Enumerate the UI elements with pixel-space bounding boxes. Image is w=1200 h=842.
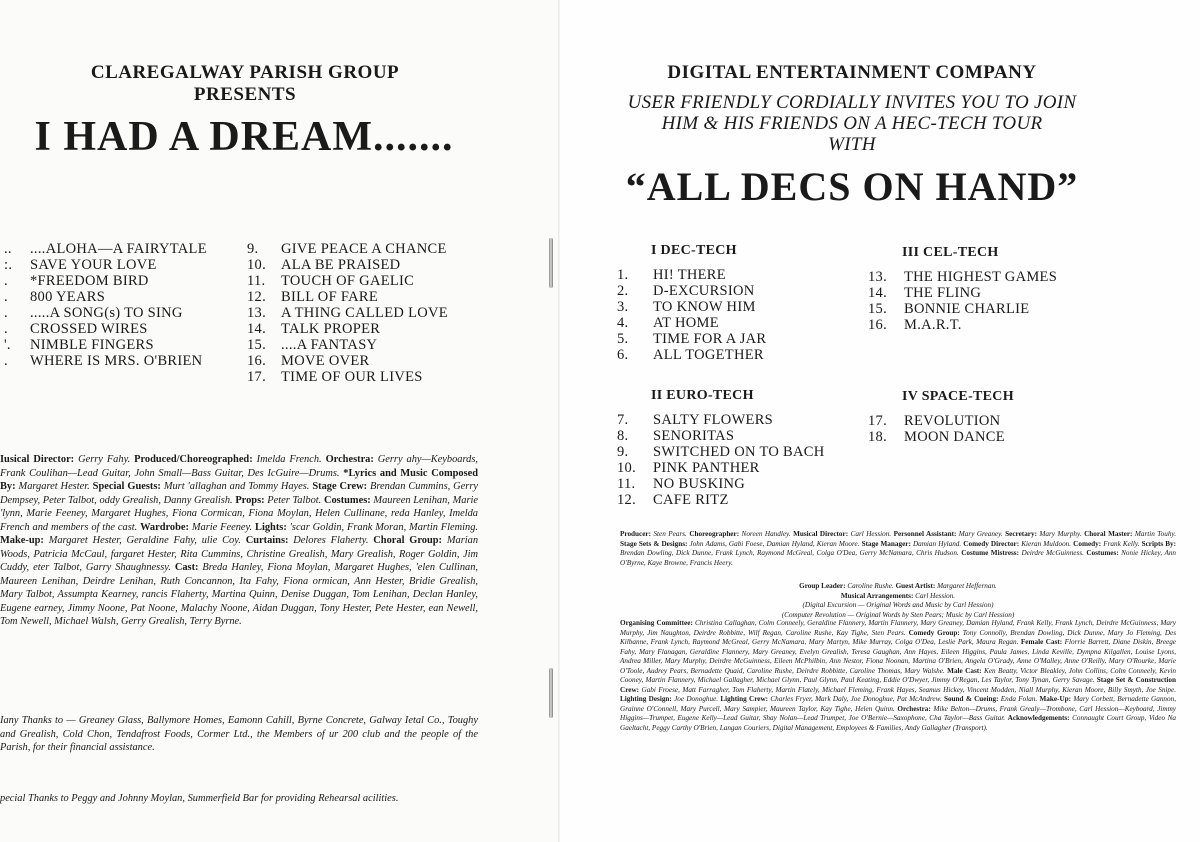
item-number: 12. [617,492,637,508]
left-header-line1: CLAREGALWAY PARISH GROUP [90,62,400,83]
credit-label: Personnel Assistant: [893,530,957,538]
list-item [4,257,207,273]
credit-label: Orchestra: [325,454,374,465]
item-number: 10. [617,460,637,476]
credit-label: *Lyrics and Music Composed By: [0,467,479,492]
item-title: BILL OF FARE [281,289,379,305]
list-item [868,413,1005,429]
left-song-list-col1 [4,241,207,369]
credit-text: Kieran Muldoon. [1019,539,1074,548]
item-title: BONNIE CHARLIE [904,301,1030,317]
item-title: THE HIGHEST GAMES [904,269,1058,285]
right-fine-print [620,619,1176,733]
item-number: 13. [868,269,888,285]
list-item [247,289,448,305]
credit-text: Florrie Barrett, Diane Diskin, Breege Fahy, Mary Flanagan, Geraldine Flannery, Mary Greaney, Evelyn Grealish, Teresa Gaughan, Ann Hayes, Eileen Higgins, Paula James, Linda Keville, Dympna Kilgallen, Louise Lyons, Andrea Miller, Mary Murphy, Deirdre McGuinness, Eileen McPhilbin, Ann Nestor, Fiona Noonan, Martina O'Brien, Angela O'Grady, Anne O'Malley, Anne O'Reilly, Mary O'Rourke, Marie O'Toole, Audrey Pears, Bernadette Quaid, Caroline Rushe, Deirdre Robbitte, Caroline Thomas, Mary Walshe. [620,638,1176,675]
section-heading-1: I DEC-TECH [651,243,737,258]
credit-text: Deirdre McGuinness. [1019,549,1087,557]
credit-label: Female Cast: [1020,638,1063,646]
item-title: THE FLING [904,285,982,301]
list-item [617,412,825,428]
credit-text: Margaret Hester, Geraldine Fahy, ulie Coy. [43,535,246,546]
staple-top [549,238,553,288]
item-number: 15. [868,301,888,317]
credit-label: Curtains: [245,535,289,546]
item-title: *FREEDOM BIRD [30,273,149,289]
item-number: 18. [868,429,888,445]
item-number: 7. [617,412,629,428]
list-item [617,476,825,492]
section-4-list [868,413,1005,445]
item-number: 17. [247,369,267,385]
left-show-title: I HAD A DREAM....... [34,114,454,160]
item-number: . [4,289,8,305]
credit-text: Connaught Court Group, Video Na Gaeltacht, Peggy Carthy O'Brien, Langan Couriers, Digital Management, Employees & Families, Andy Gallagher (Transport). [620,714,1176,732]
left-credits [0,453,478,629]
credit-label: Sound & Cueing: [943,695,999,703]
list-item [247,321,448,337]
credit-label: Make-up: [0,535,44,546]
list-item [868,301,1057,317]
list-item [617,460,825,476]
item-title: CROSSED WIRES [30,321,148,337]
credit-text: Tony Connolly, Brendan Dowling, Dick Dunne, Mary Jo Fleming, Des Kilbanne, Frank Lynch, Raymond McGreal, Gerry McNamara, Mary Martyn, Mike Murray, Colga O'Dea, Leslie Park, Maura Regan. [620,628,1177,646]
credit-text: Enda Folan. [998,695,1040,703]
credit-label: Choreographer: [689,530,740,538]
credit-label: Wardrobe: [140,521,189,533]
left-header-line2: PRESENTS [193,84,297,105]
credit-text: Charles Fryer, Mark Daly, Joe Donoghue, Pat McAndrew. [768,695,944,703]
credit-label: Iusical Director: [0,454,75,465]
item-number: 12. [247,289,267,305]
item-title: ....ALOHA—A FAIRYTALE [30,241,207,257]
credit-text: Peter Talbot. [264,494,324,506]
credit-label: Scripts By: [1141,539,1177,548]
section-2-list [617,412,825,508]
item-title: SAVE YOUR LOVE [30,257,157,273]
credit-label: Comedy: [1073,539,1102,548]
credit-label: Stage Manager: [861,539,911,548]
credit-text: Delores Flaherty. [288,535,374,546]
item-title: SALTY FLOWERS [653,412,774,428]
company-name: DIGITAL ENTERTAINMENT COMPANY [667,62,1037,83]
musical-arr: Carl Hession. [913,591,956,600]
right-arrangements [620,582,1176,620]
item-number: 16. [247,353,267,369]
item-number: 13. [247,305,267,321]
item-number: 17. [868,413,888,429]
credit-label: Producer: [620,530,652,538]
list-item [868,269,1057,285]
item-title: PINK PANTHER [653,460,760,476]
item-title: TO KNOW HIM [653,299,756,315]
item-number: 9. [617,444,629,460]
section-1-list [617,267,766,363]
credit-text: Maureen Lenihan, Marie 'lynn, Marie Feeney, Margaret Hughes, Fiona Cormican, Fiona Moylan, Helen Cullinane, reda Hanley, Imelda French and members of the cast. [0,494,478,533]
credit-label: Choral Group: [373,535,443,546]
left-page [0,0,560,842]
credit-text: Imelda French. [252,454,326,465]
item-number: 8. [617,428,629,444]
credit-label: Comedy Director: [963,539,1020,548]
credit-text: Marie Feeney. [188,521,256,533]
item-number: :. [4,257,13,273]
list-item [247,337,448,353]
credit-label: Secretary: [1005,530,1037,538]
credit-text: Mary Corbett, Bernadette Gannon, Grainne O'Connell, Mary Purcell, Mary Sampier, Maureen Taylor, Kay Tighe, Helen Quinn. [620,695,1176,713]
credit-label: Produced/Choreographed: [134,454,253,465]
credit-label: Props: [235,494,265,506]
list-item [247,257,448,273]
credit-label: Orchestra: [897,704,931,713]
list-item [868,429,1005,445]
item-title: TIME FOR A JAR [653,331,767,347]
item-title: MOON DANCE [904,429,1005,445]
list-item [617,331,766,347]
list-item [247,369,448,385]
left-thanks: Iany Thanks to — Greaney Glass, Ballymore Homes, Eamonn Cahill, Byrne Concrete, Galway Ietal Co., Toughy and Grealish, Cold Chon, Tendafrost Foods, Cormer Ltd., the Members of ur 200 club and the people of the Parish, for their financial assistance. [0,715,478,753]
credit-text: Gabi Froese, Matt Farragher, Tom Flaherty, Martin Flately, Michael Fleming, Frank Hayes, Seamus Hickey, Vincent Modden, Niall Murphy, Kieran Moore, Billy Smyth, Joe Snipe. [639,685,1176,694]
item-number: .. [4,241,12,257]
list-item [617,267,766,283]
section-heading-2: II EURO-TECH [651,388,754,403]
item-number: 14. [868,285,888,301]
credit-text: Brendan Cummins, Gerry Dempsey, Peter Talbot, oddy Grealish, Danny Grealish. [0,481,478,506]
credit-label: Make-Up: [1039,695,1072,703]
credit-text: Gerry ahy—Keyboards, Frank Coulihan—Lead Guitar, John Small—Bass Guitar, Des IcGuire—Drums. [0,454,478,479]
note-1: (Digital Excursion — Original Words and Music by Carl Hession) [802,601,994,609]
item-number: 4. [617,315,629,331]
item-title: ALL TOGETHER [653,347,764,363]
item-title: NIMBLE FINGERS [30,337,154,353]
item-title: TIME OF OUR LIVES [281,369,423,385]
section-heading-3: III CEL-TECH [902,245,999,260]
item-number: 3. [617,299,629,315]
item-number: 2. [617,283,629,299]
item-title: REVOLUTION [904,413,1001,429]
credit-label: Acknowledgements: [1007,714,1070,722]
credit-text: Mary Murphy. [1036,530,1085,538]
musical-arrangements-line [620,592,1176,602]
item-title: M.A.R.T. [904,317,962,333]
credit-label: Male Cast: [947,666,982,675]
credit-label: Stage Sets & Designs: [620,539,688,548]
item-title: CAFE RITZ [653,492,729,508]
credit-text: Gerry Fahy. [74,454,135,465]
credit-text: Joe Donoghue. [671,695,721,703]
section-heading-4: IV SPACE-TECH [902,389,1014,404]
list-item [4,353,207,369]
credit-text: 'scar Goldin, Frank Moran, Martin Fleming. [286,521,479,533]
invite-line1: USER FRIENDLY CORDIALLY INVITES YOU TO JOIN [627,92,1077,113]
list-item [4,305,207,321]
item-title: TALK PROPER [281,321,381,337]
credit-label: Stage Set & Construction Crew: [620,676,1177,694]
item-title: 800 YEARS [30,289,106,305]
item-number: 11. [617,476,636,492]
credit-label: Lights: [255,521,287,533]
credit-label: Organising Committee: [620,619,693,627]
note-2: (Computer Revolution — Original Words by Sten Pears; Music by Carl Hession) [781,610,1015,619]
list-item [868,285,1057,301]
credit-text: Murt 'allaghan and Tommy Hayes. [160,481,313,492]
credit-text: Christina Callaghan, Colm Conneely, Geraldine Flannery, Martin Flannery, Mary Greaney, Damian Hyland, Frank Kelly, Frank Lynch, Deirdre McGuinness, Mary Murphy, Jim Naughton, Deirdre Robbitte, Wilf Regan, Caroline Rushe, Kay Tighe, Sten Pears. [620,619,1176,637]
credit-label: Costumes: [1086,549,1119,557]
right-show-title: “ALL DECS ON HAND” [625,164,1079,209]
list-item [868,317,1057,333]
group-leader: Caroline Rushe. [845,582,896,590]
item-title: .....A SONG(s) TO SING [30,305,183,321]
credit-text: John Adams, Gabi Foese, Damian Hyland, Kieran Moore. [687,539,862,548]
group-leader-label: Group Leader: [799,582,846,590]
list-item [617,347,766,363]
credit-text: Ken Beatty, Victor Bleakley, John Collins, Colm Conneely, Kevin Cooney, Martin Flannery, Michael Gallagher, Michael Glynn, Paul Glynn, Paul Keating, Eddie O'Dwyer, Jimmy O'Regan, Les Taylor, Tony Tynan, Gerry Savage. [620,666,1177,684]
credit-text: Noreen Handley. [739,530,794,538]
left-special-thanks: pecial Thanks to Peggy and Johnny Moylan, Summerfield Bar for providing Rehearsal acilities. [0,793,399,804]
item-title: AT HOME [653,315,719,331]
list-item [617,428,825,444]
item-title: WHERE IS MRS. O'BRIEN [30,353,203,369]
guest-artist: Margaret Heffernan. [935,582,997,590]
item-number: 9. [247,241,259,257]
section-3-list [868,269,1057,333]
item-title: HI! THERE [653,267,726,283]
credit-text: Carl Hession. [848,530,894,538]
item-number: 16. [868,317,888,333]
item-title: ....A FANTASY [281,337,378,353]
credit-text: Breda Hanley, Fiona Moylan, Margaret Hughes, 'elen Cullinan, Maureen Lenihan, Deirdre Lenihan, Ruth Concannon, Ita Fahy, Fiona ormican, Ann Hester, Bridie Grealish, Mary Talbot, Assumpta Kearney, rancis Flaherty, Martina Quinn, Denise Duggan, Tom Lenihan, Declan Hanley, Eugene earney, Jimmy Noone, Pat Noone, Malachy Noone, Aidan Duggan, Tony Hester, Pete Hester, ean Newell, Tom Newell, Michael Walsh, Gerry Grealish, Terry Byrne. [0,562,478,627]
staple-bottom [549,668,553,718]
item-number: 5. [617,331,629,347]
credit-label: Comedy Group: [908,628,960,637]
item-title: TOUCH OF GAELIC [281,273,415,289]
item-title: GIVE PEACE A CHANCE [281,241,447,257]
list-item [4,321,207,337]
left-header [0,62,490,106]
credit-label: Costumes: [323,494,371,506]
credit-text: Damian Hyland. [910,539,964,548]
credit-label: Stage Crew: [312,481,368,492]
group-guest-line [620,582,1176,592]
credit-label: Cast: [174,562,199,573]
credit-label: Lighting Crew: [720,695,769,703]
list-item [617,299,766,315]
invite-line3: WITH [828,134,876,155]
list-item [4,273,207,289]
item-number: 15. [247,337,267,353]
invitation [572,92,1132,155]
list-item [4,337,207,353]
item-number: 14. [247,321,267,337]
credit-label: Lighting Design: [620,695,672,703]
credit-text: Frank Kelly. [1101,539,1142,548]
item-title: SENORITAS [653,428,735,444]
item-title: D-EXCURSION [653,283,755,299]
item-number: 11. [247,273,266,289]
right-page [560,0,1200,842]
item-title: A THING CALLED LOVE [281,305,448,321]
credit-label: Costume Mistress: [961,549,1020,557]
list-item [247,241,448,257]
item-title: SWITCHED ON TO BACH [653,444,825,460]
item-number: . [4,321,8,337]
item-title: ALA BE PRAISED [281,257,401,273]
musical-arr-label: Musical Arrangements: [840,591,914,600]
list-item [617,492,825,508]
credit-text: Margaret Hester. [15,481,93,492]
credit-text: Sten Pears. [651,530,690,538]
item-number: 1. [617,267,629,283]
guest-artist-label: Guest Artist: [895,582,936,590]
left-song-list-col2 [247,241,448,385]
list-item [247,273,448,289]
credit-label: Special Guests: [92,481,161,492]
item-number: . [4,273,8,289]
list-item [247,305,448,321]
credit-text: Martin Touhy. [1132,530,1176,538]
list-item [617,444,825,460]
credit-text: Nonie Hickey, Ann O'Byrne, Kaye Browne, Francis Heery. [620,549,1177,567]
list-item [247,353,448,369]
credit-text: Mike Belton—Drums, Frank Grealy—Trombone, Carl Hession—Keyboard, Jimmy Higgins—Trumpet, Eugene Kelly—Lead Guitar, Shay Nolan—Lead Trumpet, Joe O'Bernie—Saxophone, Cha Taylor—Bass Guitar. [620,704,1176,722]
credit-text: Marian Woods, Patricia McCaul, fargaret Hester, Rita Cummins, Christine Grealish, Mary Grealish, Roger Goldin, Jim Cuddy, eter Talbot, Garry Shaughnessy. [0,535,479,573]
credit-label: Musical Director: [793,530,849,538]
item-number: . [4,305,8,321]
list-item [4,289,207,305]
item-number: 10. [247,257,267,273]
right-credits [620,530,1176,568]
credit-text: Brendan Dowling, Dick Dunne, Frank Lynch, Raymond McGreal, Colga O'Dea, Gerry McNamara, Chris Hudson. [620,549,962,557]
list-item [617,315,766,331]
list-item [4,241,207,257]
credit-label: Choral Master: [1084,530,1133,538]
item-number: 6. [617,347,629,363]
item-number: . [4,353,8,369]
item-number: '. [4,337,11,353]
item-title: MOVE OVER [281,353,370,369]
list-item [617,283,766,299]
item-title: NO BUSKING [653,476,746,492]
credit-text: Mary Greaney. [956,530,1006,538]
invite-line2: HIM & HIS FRIENDS ON A HEC-TECH TOUR [661,113,1043,134]
